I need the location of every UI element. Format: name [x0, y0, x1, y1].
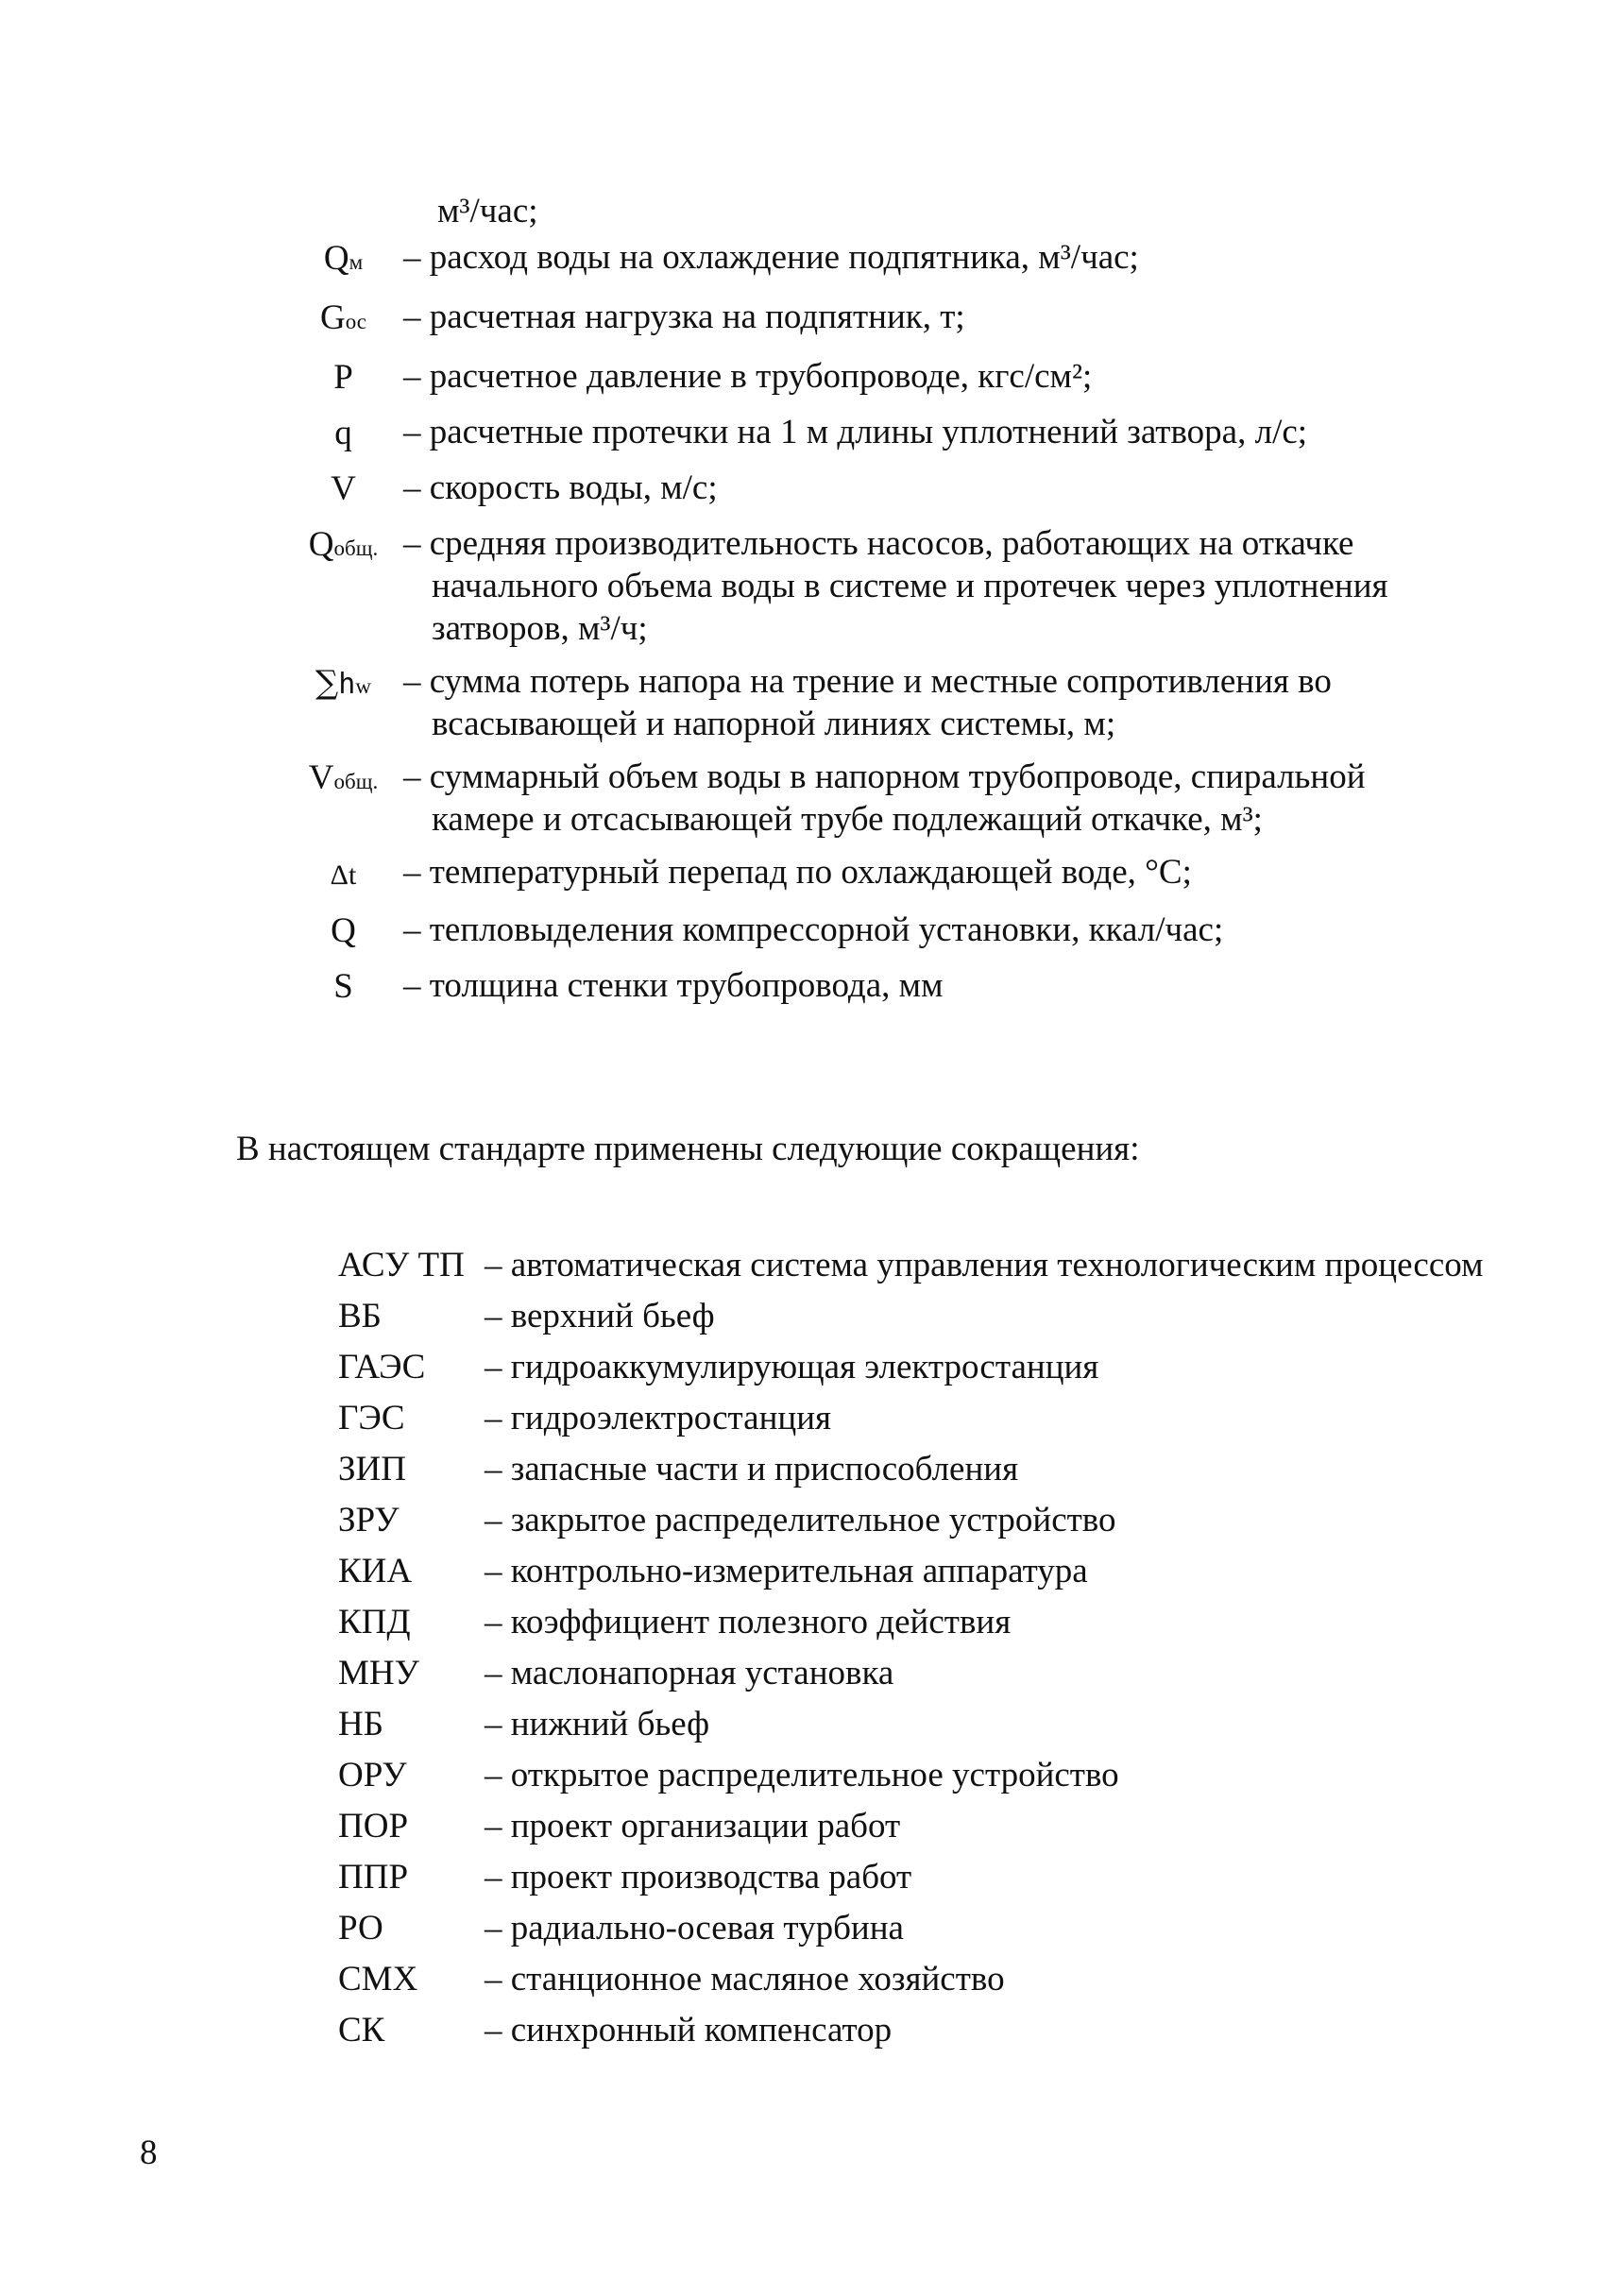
abbreviation-row — [338, 2010, 1500, 2061]
symbol-row — [283, 851, 1492, 898]
abbreviation-row — [338, 1551, 1500, 1602]
abbreviation-row — [338, 1857, 1500, 1908]
sigma-symbol: ∑ — [315, 664, 339, 702]
abbreviation-row — [338, 1602, 1500, 1653]
abbreviation: ВБ — [338, 1297, 382, 1335]
symbol-row — [283, 522, 1492, 650]
abbreviation-description: – закрытое распределительное устройство — [485, 1501, 1116, 1539]
symbol-description: – расчетная нагрузка на подпятник, т; — [403, 298, 965, 336]
symbol: Vобщ. — [308, 758, 379, 797]
abbreviation-row — [338, 1245, 1500, 1296]
symbol-description: – температурный перепад по охлаждающей воде, °С; — [403, 853, 1192, 892]
symbol-row — [283, 909, 1492, 954]
abbreviation-row — [338, 1347, 1500, 1398]
symbol-description: – толщина стенки трубопровода, мм — [403, 966, 944, 1005]
abbreviation: ПОР — [338, 1807, 409, 1845]
abbreviation-description: – станционное масляное хозяйство — [485, 1960, 1005, 1998]
abbreviation-row — [338, 1806, 1500, 1857]
page-number: 8 — [140, 2134, 158, 2172]
abbreviation: СК — [338, 2011, 385, 2049]
symbol-subscript: ос — [345, 310, 366, 333]
symbol: V — [331, 469, 356, 508]
abbreviation: СМХ — [338, 1960, 418, 1998]
abbreviation-description: – гидроаккумулирующая электростанция — [485, 1348, 1099, 1386]
symbol-row — [283, 411, 1492, 456]
abbreviation-description: – открытое распределительное устройство — [485, 1756, 1119, 1794]
symbol-description: – тепловыделения компрессорной установки, ккал/час; — [403, 910, 1224, 949]
abbreviation: ОРУ — [338, 1756, 407, 1794]
symbol-description: – средняя производительность насосов, работающих на откачке начального объема воды в системе и протечек через уплотнения затворов, м³/ч; — [403, 524, 1388, 648]
symbol-description: – расход воды на охлаждение подпятника, м³/час; — [403, 238, 1139, 277]
abbreviation-row — [338, 1755, 1500, 1806]
abbreviation-description: – гидроэлектростанция — [485, 1399, 832, 1437]
abbreviation-description: – радиально-осевая турбина — [485, 1909, 904, 1947]
abbreviations-intro: В настоящем стандарте применены следующие сокращения: — [236, 1130, 1140, 1168]
abbreviation-description: – коэффициент полезного действия — [485, 1603, 1012, 1641]
abbreviation: КПД — [338, 1603, 411, 1641]
abbreviation-description: – верхний бьеф — [485, 1297, 715, 1335]
abbreviation-row — [338, 1449, 1500, 1500]
abbreviation-list — [338, 1245, 1500, 2061]
symbol: S — [333, 967, 353, 1006]
abbreviation-description: – проект производства работ — [485, 1858, 912, 1896]
abbreviation: ЗИП — [338, 1450, 406, 1488]
symbol: q — [334, 414, 352, 452]
symbol-row — [283, 660, 1492, 745]
abbreviation-description: – автоматическая система управления технологическим процессом — [485, 1246, 1484, 1284]
abbreviation-description: – проект организации работ — [485, 1807, 901, 1845]
symbol-description: – расчетные протечки на 1 м длины уплотнений затвора, л/с; — [403, 413, 1308, 451]
abbreviation-row — [338, 1908, 1500, 1959]
abbreviation: АСУ ТП — [338, 1246, 465, 1284]
abbreviation-description: – запасные части и приспособления — [485, 1450, 1019, 1488]
abbreviation: НБ — [338, 1705, 383, 1743]
symbol-row — [283, 296, 1492, 345]
abbreviation-description: – маслонапорная установка — [485, 1654, 894, 1692]
symbol-description: – суммарный объем воды в напорном трубопроводе, спиральной камере и отсасывающей трубе подлежащий откачке, м³; — [403, 757, 1392, 839]
symbol-subscript: w — [355, 674, 371, 698]
symbol-description: – скорость воды, м/с; — [403, 468, 718, 507]
symbol-row — [283, 467, 1492, 512]
abbreviation: КИА — [338, 1552, 413, 1590]
abbreviation: ППР — [338, 1858, 409, 1896]
abbreviation: ГЭС — [338, 1399, 405, 1437]
abbreviation-description: – нижний бьеф — [485, 1705, 710, 1743]
symbol-subscript: м — [349, 250, 364, 274]
abbreviation-description: – синхронный компенсатор — [485, 2011, 893, 2049]
symbol-subscript: общ. — [333, 536, 379, 560]
abbreviation-row — [338, 1296, 1500, 1347]
symbol: Gос — [319, 298, 366, 337]
abbreviation: МНУ — [338, 1654, 419, 1692]
symbol: ∑hw — [315, 664, 371, 702]
abbreviation-row — [338, 1653, 1500, 1704]
symbol: Qм — [323, 239, 364, 278]
symbol-row — [283, 756, 1492, 841]
abbreviation-row — [338, 1704, 1500, 1755]
symbol: Q — [331, 911, 356, 950]
symbol: Δt — [330, 859, 357, 891]
symbol-row — [283, 236, 1492, 285]
abbreviation: ЗРУ — [338, 1501, 400, 1539]
symbol-row — [283, 355, 1492, 400]
abbreviation-row — [338, 1959, 1500, 2010]
abbreviation-row — [338, 1398, 1500, 1449]
abbreviation-row — [338, 1500, 1500, 1551]
symbol: Qобщ. — [308, 525, 379, 564]
symbol-list — [283, 236, 1492, 1020]
continuation-line: м³/час; — [437, 192, 538, 230]
abbreviation-description: – контрольно-измерительная аппаратура — [485, 1552, 1088, 1590]
symbol-description: – расчетное давление в трубопроводе, кгс/см²; — [403, 357, 1093, 396]
symbol-row — [283, 964, 1492, 1010]
abbreviation: РО — [338, 1909, 383, 1947]
symbol-subscript: общ. — [333, 770, 379, 793]
symbol-description: – сумма потерь напора на трение и местные сопротивления во всасывающей и напорной линиях системы, м; — [403, 662, 1332, 743]
symbol: Р — [333, 358, 353, 397]
abbreviation: ГАЭС — [338, 1348, 426, 1386]
